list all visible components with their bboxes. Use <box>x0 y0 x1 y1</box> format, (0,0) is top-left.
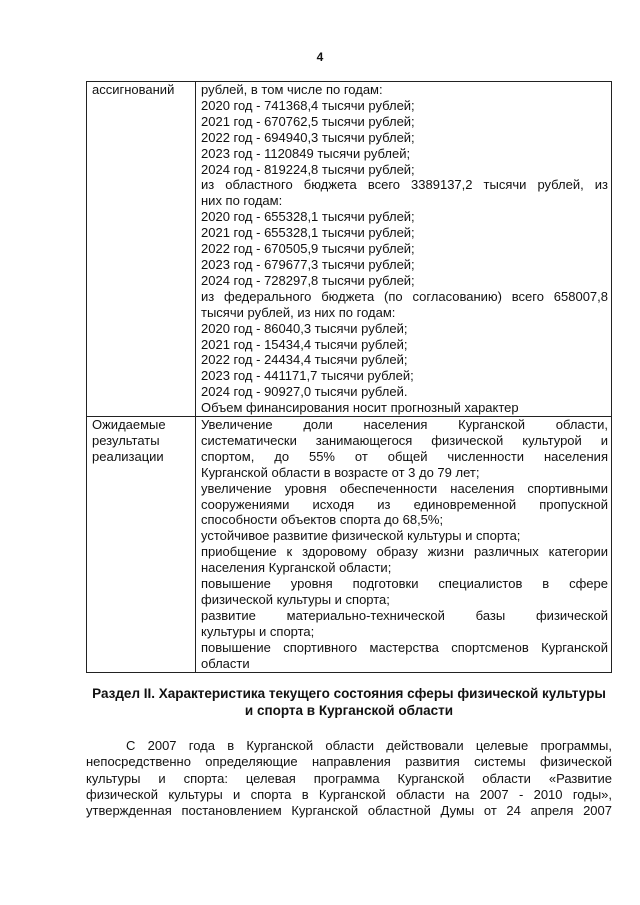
row-content-line: тысячи рублей, из них по годам: <box>201 304 396 320</box>
body-paragraph <box>86 738 612 819</box>
row-content-line: 2020 год - 86040,3 тысячи рублей; <box>201 320 408 336</box>
row-content-cell <box>196 417 612 673</box>
row-content-line: 2020 год - 655328,1 тысячи рублей; <box>201 209 415 225</box>
row-content-line: 2023 год - 441171,7 тысячи рублей; <box>201 368 414 384</box>
row-label-cell <box>87 82 196 417</box>
row-content-line: способности объектов спорта до 68,5%; <box>201 512 444 528</box>
row-content-line: культуры и спорта; <box>201 623 315 639</box>
row-content-line: населения Курганской области; <box>201 560 392 576</box>
row-content-line: Курганской области в возрасте от 3 до 79 лет; <box>201 464 480 480</box>
row-content-line: развитие материально-технической базы физической <box>201 607 608 623</box>
row-content-line: них по годам: <box>201 193 283 209</box>
row-content-line: 2023 год - 1120849 тысячи рублей; <box>201 145 411 161</box>
body-line: физической культуры и спорта в Курганской области на 2007 - 2010 годы», <box>86 786 612 802</box>
row-content-line: Увеличение доли населения Курганской области, <box>201 417 608 433</box>
program-passport-table <box>86 81 612 673</box>
row-content-cell <box>196 82 612 417</box>
row-label-line: реализации <box>92 448 164 464</box>
row-content-line: 2022 год - 24434,4 тысячи рублей; <box>201 352 408 368</box>
row-content-line: систематически занимающегося физической культурой и <box>201 432 608 448</box>
row-content-line: области <box>201 655 250 671</box>
row-content-line: приобщение к здоровому образу жизни различных категории <box>201 544 608 560</box>
row-content-line: физической культуры и спорта; <box>201 592 390 607</box>
row-content-line: 2022 год - 694940,3 тысячи рублей; <box>201 129 415 145</box>
row-label-cell <box>87 417 196 673</box>
table-row <box>87 82 612 417</box>
row-content-line: Объем финансирования носит прогнозный характер <box>201 400 519 416</box>
body-line: культуры и спорта: целевая программа Курганской области «Развитие <box>86 770 612 786</box>
row-content-line: повышение спортивного мастерства спортсменов Курганской <box>201 639 608 655</box>
row-content-line: повышение уровня подготовки специалистов в сфере <box>201 576 608 592</box>
page-number: 4 <box>316 50 324 64</box>
section-title-line: и спорта в Курганской области <box>244 703 454 718</box>
body-line: утвержденная постановлением Курганской областной Думы от 24 апреля 2007 <box>86 803 612 819</box>
row-content-line: 2024 год - 819224,8 тысячи рублей; <box>201 161 415 177</box>
row-label-line: результаты <box>92 432 160 448</box>
row-content-line: 2021 год - 15434,4 тысячи рублей; <box>201 336 408 352</box>
row-content-line: из областного бюджета всего 3389137,2 тысячи рублей, из <box>201 177 608 193</box>
row-label-line: Ожидаемые <box>92 417 166 433</box>
row-content-line: сооружениями исходя из единовременной пропускной <box>201 496 608 512</box>
section-title <box>86 685 612 719</box>
body-line: С 2007 года в Курганской области действовали целевые программы, <box>126 738 612 753</box>
row-content-line: увеличение уровня обеспеченности населения спортивными <box>201 480 608 496</box>
row-content-line: 2021 год - 670762,5 тысячи рублей; <box>201 113 415 129</box>
table-body <box>87 82 612 673</box>
row-content-line: рублей, в том числе по годам: <box>201 82 383 97</box>
section-title-line: Раздел II. Характеристика текущего состояния сферы физической культуры <box>92 686 606 701</box>
row-content-line: из федерального бюджета (по согласованию) всего 658007,8 <box>201 288 608 304</box>
row-content-line: 2024 год - 728297,8 тысячи рублей; <box>201 272 415 288</box>
row-content-line: спортом, до 55% от общей численности населения <box>201 448 608 464</box>
row-content-line: 2024 год - 90927,0 тысячи рублей. <box>201 384 408 400</box>
body-line: непосредственно определяющие направления развития системы физической <box>86 754 612 770</box>
row-content-line: 2023 год - 679677,3 тысячи рублей; <box>201 256 415 272</box>
row-label-line: ассигнований <box>92 82 175 97</box>
row-content-line: устойчивое развитие физической культуры и спорта; <box>201 528 521 544</box>
row-content-line: 2021 год - 655328,1 тысячи рублей; <box>201 225 415 241</box>
row-content-line: 2022 год - 670505,9 тысячи рублей; <box>201 241 415 257</box>
row-content-line: 2020 год - 741368,4 тысячи рублей; <box>201 97 415 113</box>
table-row <box>87 417 612 673</box>
